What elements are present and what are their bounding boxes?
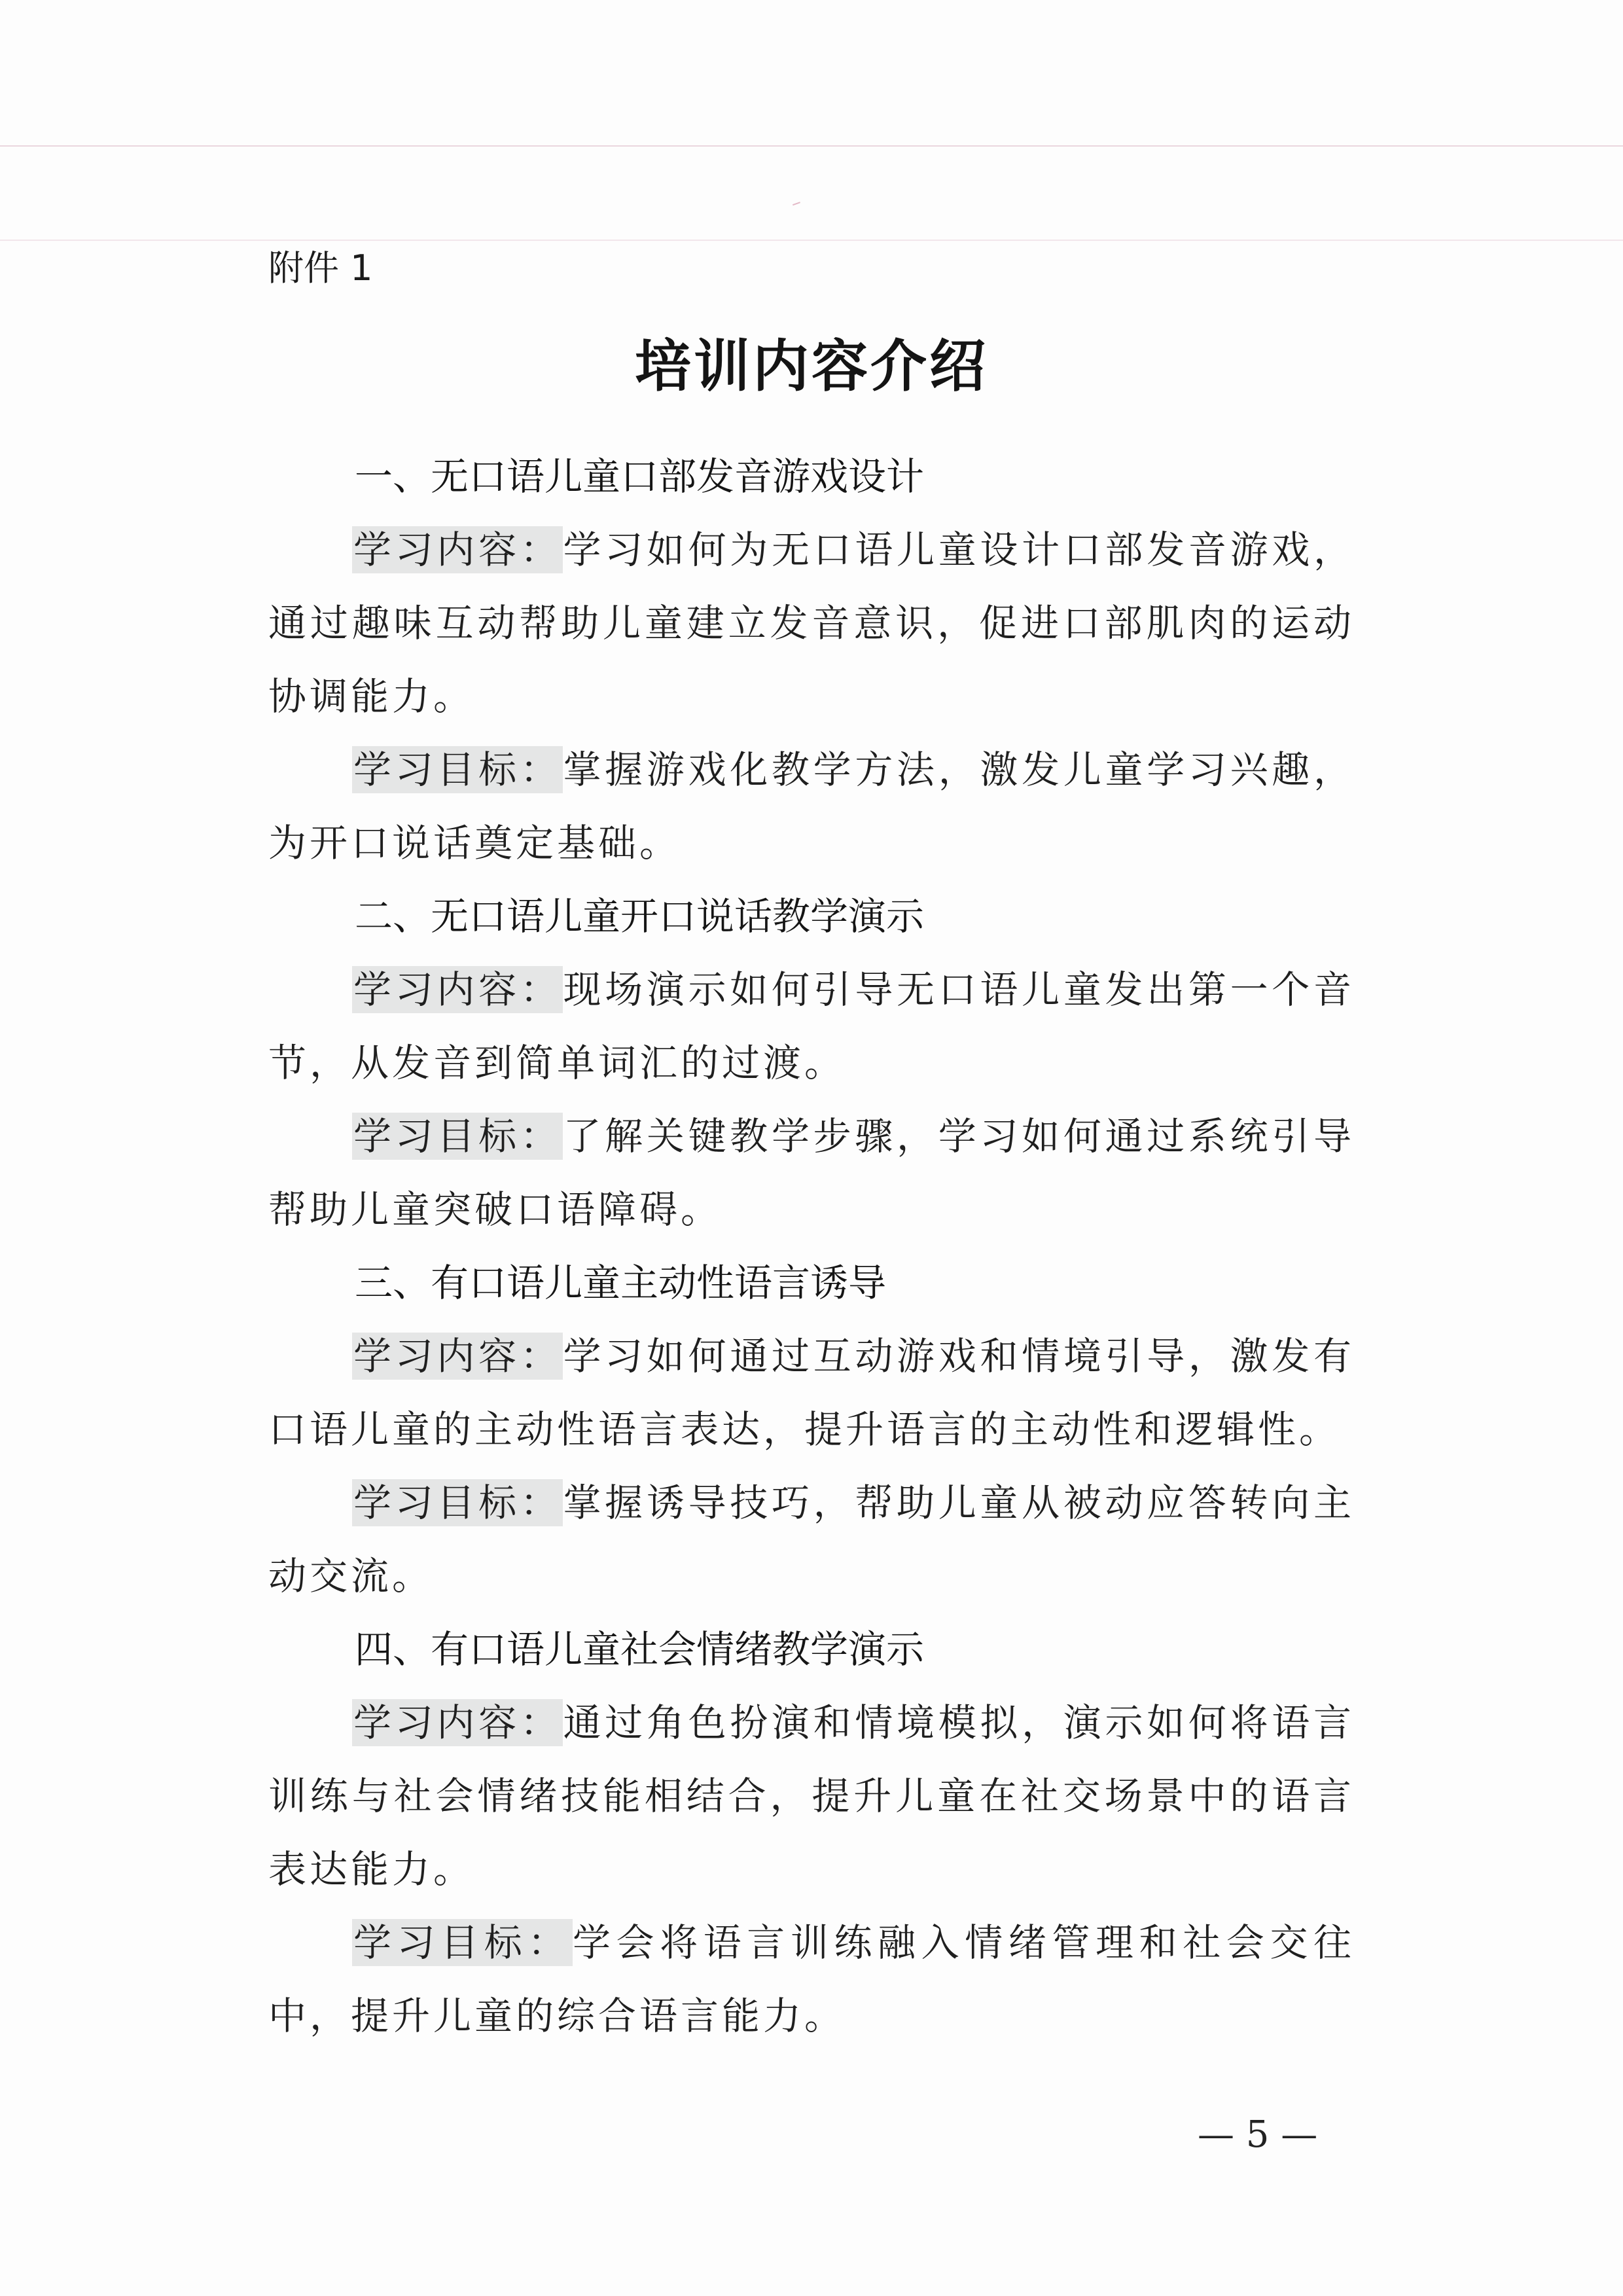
page-number: — 5 —	[1198, 2113, 1318, 2156]
goal-label: 学习目标：	[353, 1114, 562, 1158]
content-text: 通过角色扮演和情境模拟，演示如何将语言训练与社会情绪技能相结合，提升儿童在社交场景中的语言表达能力。	[268, 1700, 1355, 1892]
section-1-goal	[268, 733, 1355, 880]
annex-label: 附件 1	[268, 247, 373, 289]
document-body	[268, 440, 1355, 2053]
content-label: 学习内容：	[353, 967, 562, 1012]
content-label: 学习内容：	[353, 1700, 562, 1745]
section-4-content	[268, 1686, 1355, 1906]
section-heading-4: 四、有口语儿童社会情绪教学演示	[355, 1627, 925, 1672]
goal-text: 学会将语言训练融入情绪管理和社会交往中，提升儿童的综合语言能力。	[268, 1920, 1355, 2038]
section-heading-2: 二、无口语儿童开口说话教学演示	[355, 894, 925, 939]
goal-text: 掌握游戏化教学方法，激发儿童学习兴趣，为开口说话奠定基础。	[268, 747, 1355, 865]
section-4-goal	[268, 1906, 1355, 2053]
goal-text: 掌握诱导技巧，帮助儿童从被动应答转向主动交流。	[268, 1480, 1355, 1598]
document-title: 培训内容介绍	[635, 334, 988, 399]
header-rule-faint	[0, 240, 1623, 241]
section-3-content	[268, 1319, 1355, 1466]
section-2-goal	[268, 1100, 1355, 1246]
header-rule	[0, 145, 1623, 147]
content-label: 学习内容：	[353, 528, 562, 572]
section-heading-1: 一、无口语儿童口部发音游戏设计	[355, 454, 925, 499]
goal-text: 了解关键教学步骤，学习如何通过系统引导帮助儿童突破口语障碍。	[268, 1114, 1355, 1232]
content-text: 学习如何通过互动游戏和情境引导，激发有口语儿童的主动性语言表达，提升语言的主动性和逻辑性。	[268, 1334, 1355, 1452]
goal-label: 学习目标：	[353, 1480, 562, 1525]
section-1-content	[268, 513, 1355, 733]
goal-label: 学习目标：	[353, 1920, 571, 1965]
section-2-content	[268, 953, 1355, 1100]
content-label: 学习内容：	[353, 1334, 562, 1378]
content-text: 现场演示如何引导无口语儿童发出第一个音节，从发音到简单词汇的过渡。	[268, 967, 1355, 1085]
goal-label: 学习目标：	[353, 747, 562, 792]
section-heading-3: 三、有口语儿童主动性语言诱导	[355, 1261, 887, 1305]
content-text: 学习如何为无口语儿童设计口部发音游戏，通过趣味互动帮助儿童建立发音意识，促进口部肌肉的运动协调能力。	[268, 528, 1355, 719]
scan-speck	[793, 202, 802, 209]
section-3-goal	[268, 1466, 1355, 1613]
